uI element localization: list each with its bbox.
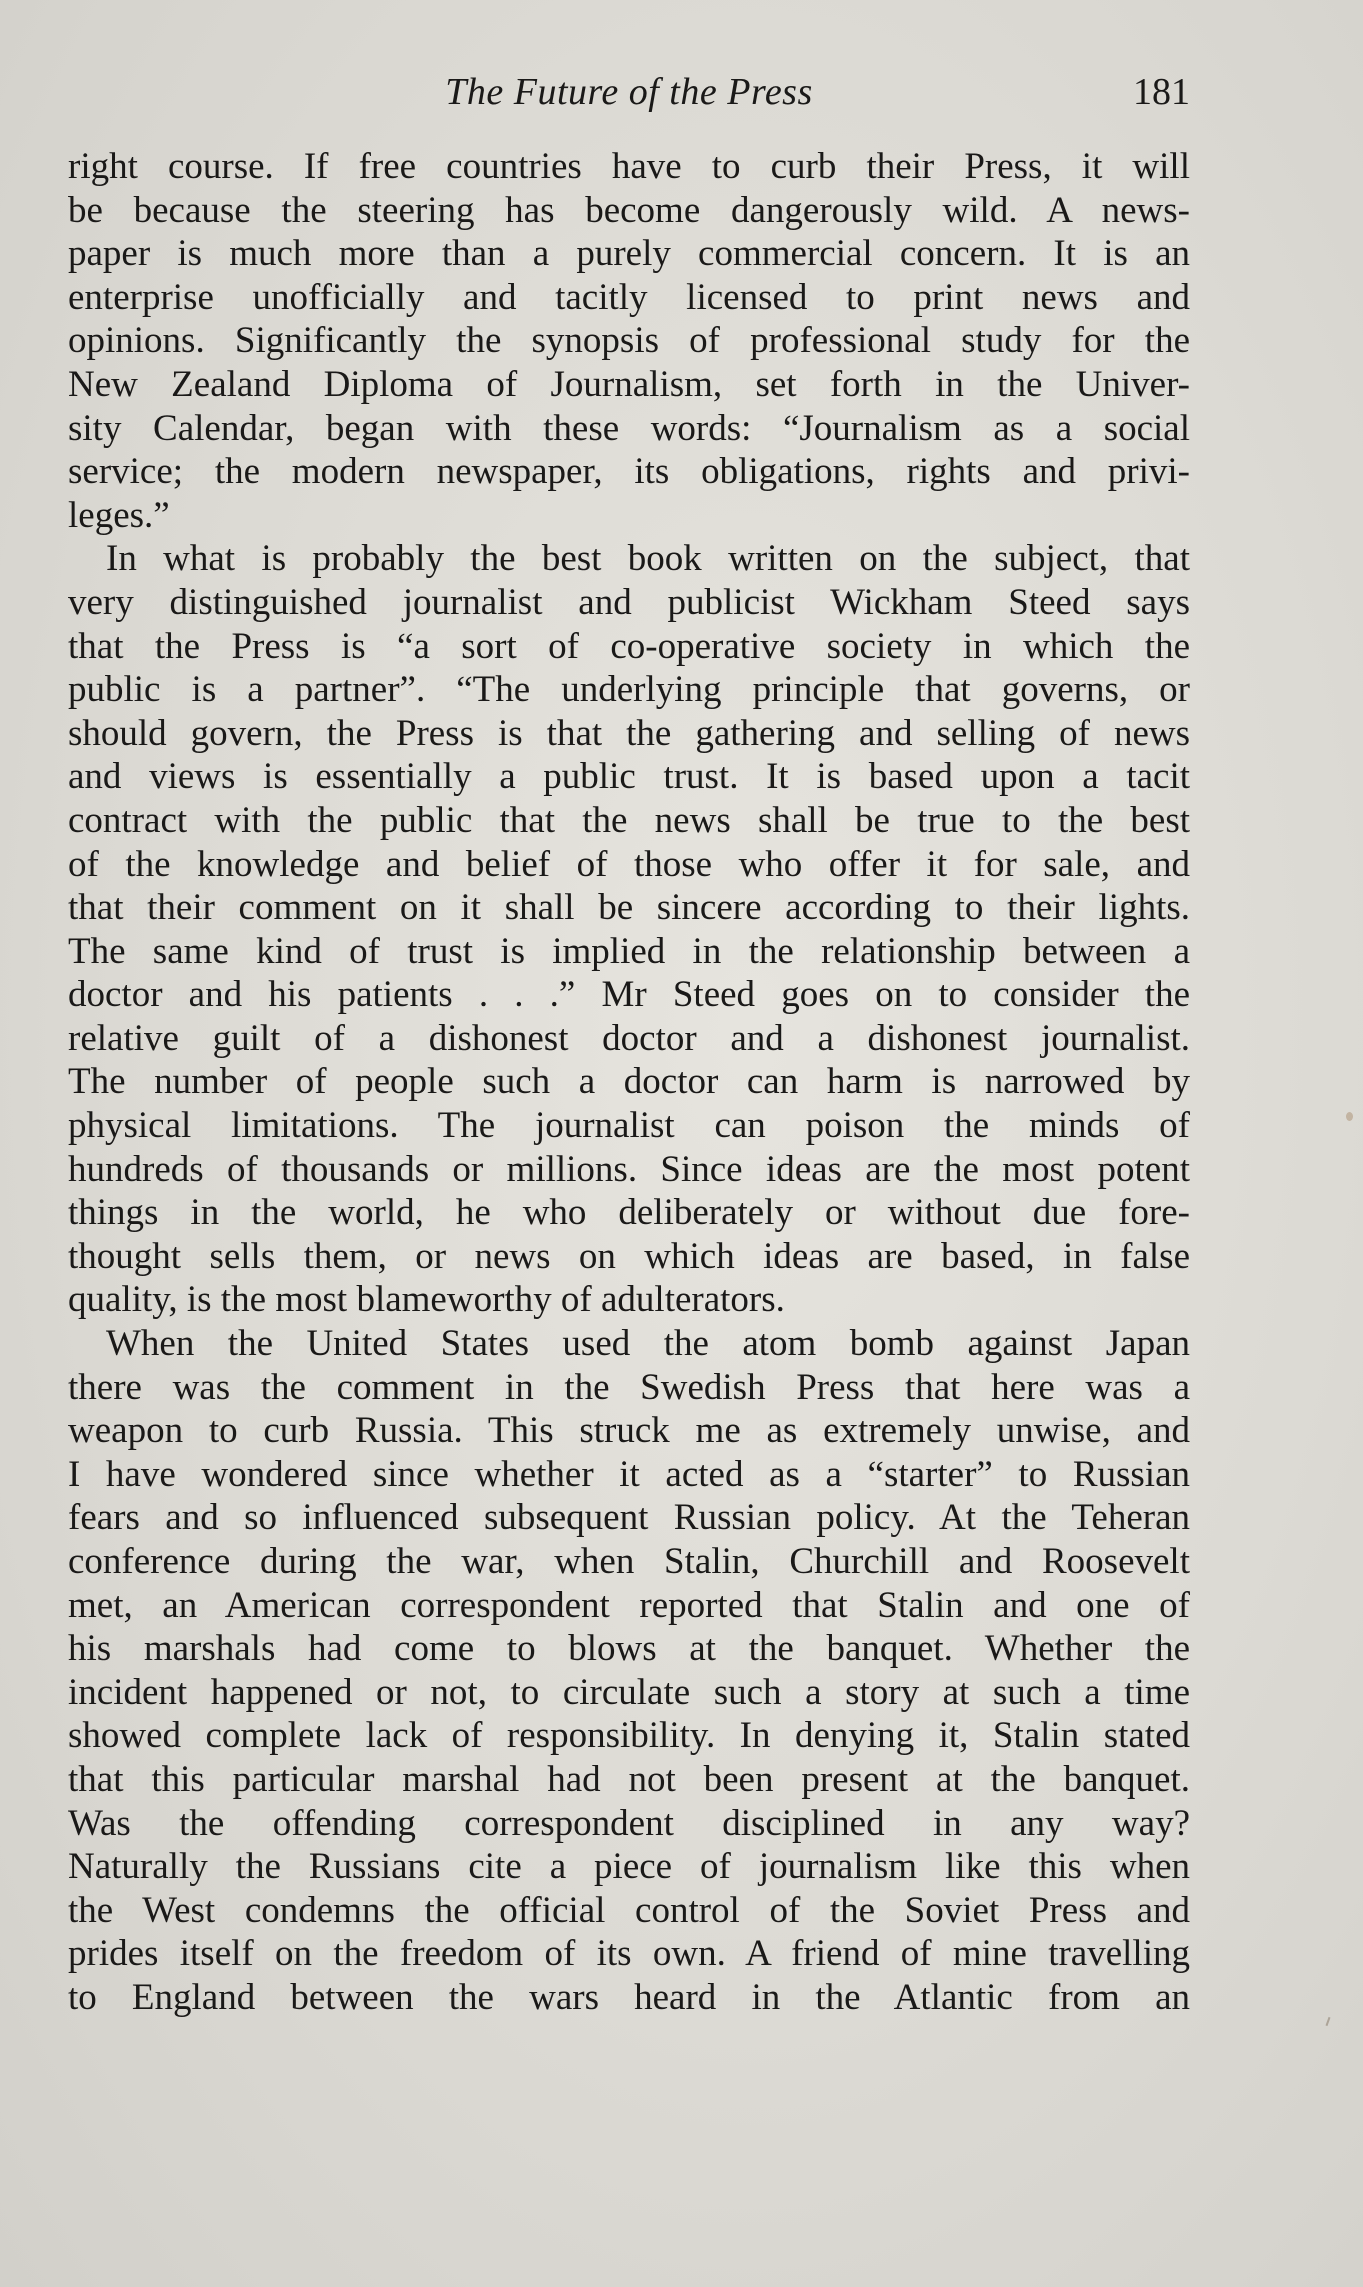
text-line: physical limitations. The journalist can poison the minds of xyxy=(68,1105,1190,1147)
text-line: of the knowledge and belief of those who offer it for sale, and xyxy=(68,843,1190,885)
text-line: Was the offending correspondent disciplined in any way? xyxy=(68,1802,1190,1844)
text-line: be because the steering has become dangerously wild. A news- xyxy=(68,189,1190,231)
text-line: paper is much more than a purely commercial concern. It is an xyxy=(68,233,1190,275)
text-line: sity Calendar, began with these words: “Journalism as a social xyxy=(68,407,1190,449)
text-line: that the Press is “a sort of co-operative society in which the xyxy=(68,625,1190,667)
text-line: public is a partner”. “The underlying principle that governs, or xyxy=(68,669,1190,711)
body-text xyxy=(68,145,1190,2020)
text-line: hundreds of thousands or millions. Since ideas are the most potent xyxy=(68,1148,1190,1190)
text-line: I have wondered since whether it acted as a “starter” to Russian xyxy=(68,1453,1190,1495)
text-line: When the United States used the atom bomb against Japan xyxy=(106,1323,1190,1365)
text-line: doctor and his patients . . .” Mr Steed goes on to consider the xyxy=(68,974,1190,1016)
running-title: The Future of the Press xyxy=(445,71,813,113)
text-line: that their comment on it shall be sincere according to their lights. xyxy=(68,887,1190,929)
text-line: New Zealand Diploma of Journalism, set forth in the Univer- xyxy=(68,363,1190,405)
text-line: Naturally the Russians cite a piece of journalism like this when xyxy=(68,1846,1190,1888)
text-line: there was the comment in the Swedish Press that here was a xyxy=(68,1366,1190,1408)
text-line: to England between the wars heard in the Atlantic from an xyxy=(68,1976,1190,2018)
text-line: met, an American correspondent reported that Stalin and one of xyxy=(68,1584,1190,1626)
text-line: In what is probably the best book written on the subject, that xyxy=(106,538,1190,580)
text-line: and views is essentially a public trust. It is based upon a tacit xyxy=(68,756,1190,798)
text-line: contract with the public that the news shall be true to the best xyxy=(68,799,1190,841)
text-line: showed complete lack of responsibility. In denying it, Stalin stated xyxy=(68,1715,1190,1757)
text-line: very distinguished journalist and publicist Wickham Steed says xyxy=(68,581,1190,623)
text-line: thought sells them, or news on which ideas are based, in false xyxy=(68,1235,1190,1277)
text-line: quality, is the most blameworthy of adulterators. xyxy=(68,1279,785,1321)
page-number: 181 xyxy=(1133,71,1190,113)
text-line: incident happened or not, to circulate such a story at such a time xyxy=(68,1671,1190,1713)
text-line: things in the world, he who deliberately or without due fore- xyxy=(68,1192,1190,1234)
text-line: that this particular marshal had not been present at the banquet. xyxy=(68,1758,1190,1800)
text-line: right course. If free countries have to curb their Press, it will xyxy=(68,146,1190,187)
running-head xyxy=(68,70,1190,126)
text-line: relative guilt of a dishonest doctor and a dishonest journalist. xyxy=(68,1017,1190,1059)
text-line: The same kind of trust is implied in the relationship between a xyxy=(68,930,1190,972)
text-line: fears and so influenced subsequent Russian policy. At the Teheran xyxy=(68,1497,1190,1539)
text-line: opinions. Significantly the synopsis of professional study for the xyxy=(68,320,1190,362)
text-line: his marshals had come to blows at the banquet. Whether the xyxy=(68,1628,1190,1670)
text-line: conference during the war, when Stalin, Churchill and Roosevelt xyxy=(68,1541,1190,1582)
text-line: leges.” xyxy=(68,494,170,536)
text-line: weapon to curb Russia. This struck me as extremely unwise, and xyxy=(68,1410,1190,1452)
paper-speck xyxy=(1326,2017,1331,2026)
text-line: enterprise unofficially and tacitly licensed to print news and xyxy=(68,276,1190,318)
text-line: prides itself on the freedom of its own. A friend of mine travelling xyxy=(68,1933,1190,1975)
paper-speck xyxy=(1346,1112,1353,1121)
text-line: service; the modern newspaper, its obligations, rights and privi- xyxy=(68,451,1190,493)
text-line: the West condemns the official control of the Soviet Press and xyxy=(68,1889,1190,1931)
text-line: should govern, the Press is that the gathering and selling of news xyxy=(68,712,1190,754)
text-line: The number of people such a doctor can harm is narrowed by xyxy=(68,1061,1190,1103)
